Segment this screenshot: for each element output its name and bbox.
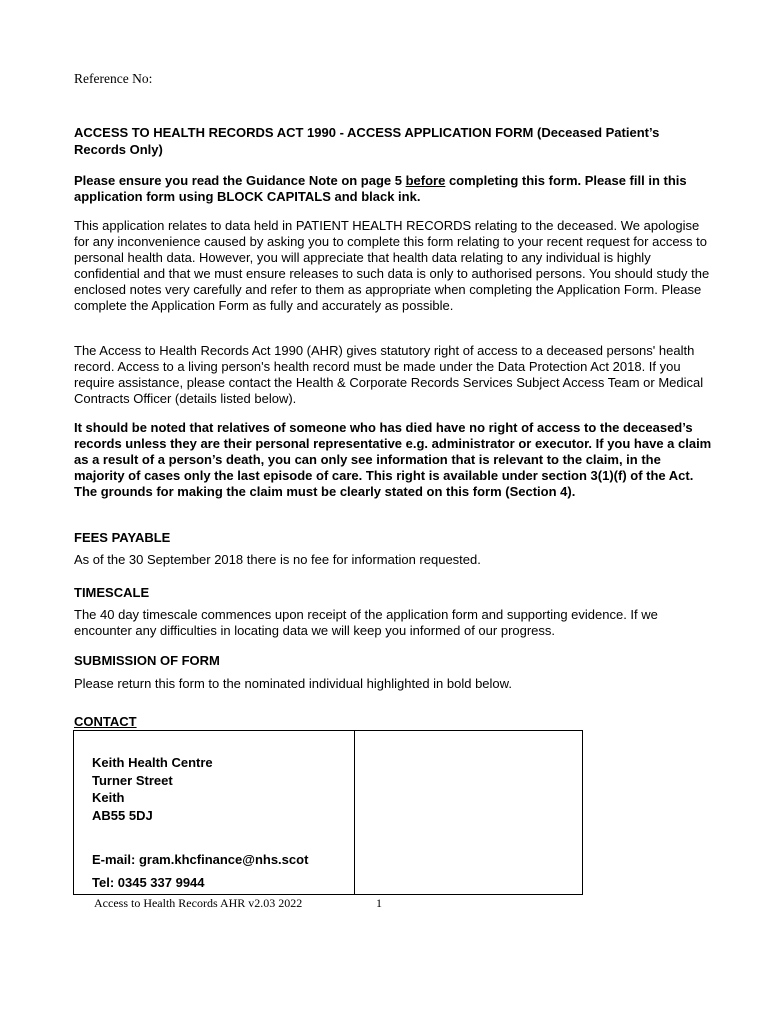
relatives-notice-paragraph: It should be noted that relatives of someone who has died have no right of access to the deceased’s records unless they are their personal representative e.g. administrator or executor. If you have a claim as a result of a person’s death, you can only see information that is relevant to the claim, in the majority of cases only the last episode of care. This right is available under section 3(1)(f) of the Act. The grounds for making the claim must be clearly stated on this form (Section 4). [74,420,712,499]
footer-version: Access to Health Records AHR v2.03 2022 [94,896,303,910]
address-line: AB55 5DJ [92,807,153,823]
fees-text: As of the 30 September 2018 there is no fee for information requested. [74,552,481,567]
page-number: 1 [376,896,382,910]
guidance-underlined-word: before [405,173,446,188]
reference-label: Reference No: [74,71,153,86]
timescale-heading: TIMESCALE [74,585,150,600]
address-line: Turner Street [92,772,173,788]
guidance-before-text: Please ensure you read the Guidance Note on page 5 [74,173,406,188]
address-line: Keith Health Centre [92,755,213,770]
contact-table [73,730,583,895]
submission-heading: SUBMISSION OF FORM [74,653,220,668]
contact-telephone: Tel: 0345 337 9944 [92,875,205,890]
form-title: ACCESS TO HEALTH RECORDS ACT 1990 - ACCESS APPLICATION FORM (Deceased Patient’s Records Only) [74,125,660,157]
contact-email: E-mail: gram.khcfinance@nhs.scot [92,852,309,867]
address-line: Keith [92,790,125,805]
guidance-after-text: completing this form. Please fill in this application form using BLOCK CAPITALS and black ink. [74,173,687,204]
timescale-text: The 40 day timescale commences upon receipt of the application form and supporting evidence. If we encounter any difficulties in locating data we will keep you informed of our progress. [74,607,658,638]
submission-text: Please return this form to the nominated individual highlighted in bold below. [74,676,512,691]
ahr-paragraph: The Access to Health Records Act 1990 (AHR) gives statutory right of access to a deceased persons' health record. Access to a living person's health record must be made under the Data Protection Act 2018. If you require assistance, please contact the Health & Corporate Records Services Subject Access Team or Medical Contracts Officer (details listed below). [74,343,704,406]
guidance-instruction [74,173,714,205]
contact-empty-cell [355,731,582,894]
contact-heading: CONTACT [74,714,137,729]
fees-heading: FEES PAYABLE [74,530,171,545]
contact-details-cell [74,731,355,894]
intro-paragraph: This application relates to data held in PATIENT HEALTH RECORDS relating to the deceased. We apologise for any inconvenience caused by asking you to complete this form relating to your recent request for access to personal health data. However, you will appreciate that health data relating to any individual is highly confidential and that we must ensure releases to such data is only to authorised persons. You should study the enclosed notes very carefully and refer to them as appropriate when completing the Application Form. Please complete the Application Form as fully and accurately as possible. [74,218,710,313]
contact-address [92,754,213,824]
